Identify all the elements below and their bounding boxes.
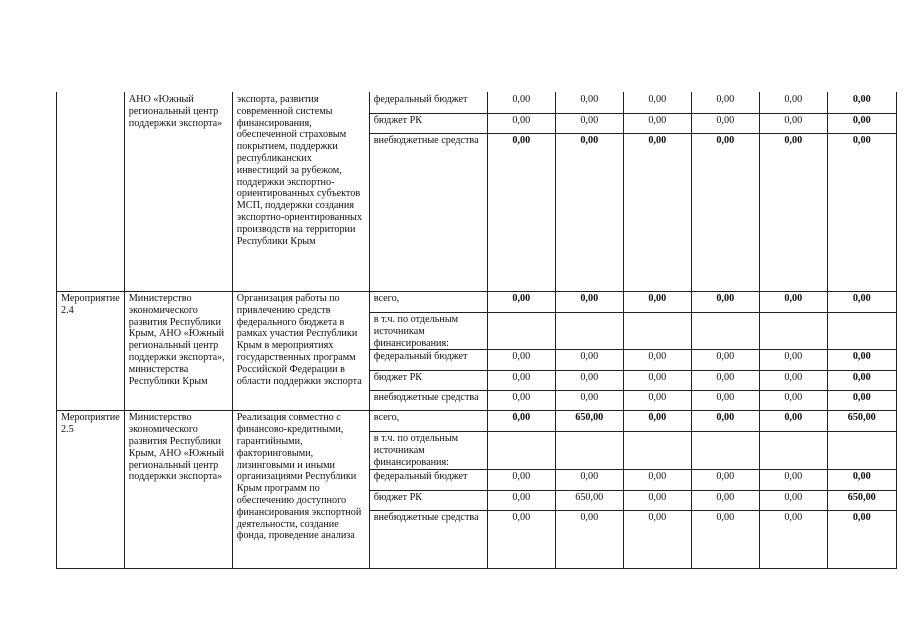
amount-cell: 0,00 xyxy=(827,134,896,292)
budget-table xyxy=(56,92,897,569)
amount-cell: 0,00 xyxy=(827,350,896,371)
table-row xyxy=(57,93,897,114)
description-cell-text: Реализация совместно с финансово-кредитными, гарантийными, факторинговыми, лизинговыми и иными организациями Республики Крым программ по обеспечению доступного финансирования экспортной деятельности, создание фонда, проведение анализа xyxy=(236,412,362,542)
amount-cell xyxy=(827,313,896,350)
amount-cell xyxy=(691,313,759,350)
amount-cell: 650,00 xyxy=(555,490,623,510)
description-cell xyxy=(232,93,369,292)
amount-cell: 0,00 xyxy=(691,292,759,313)
amount-cell: 0,00 xyxy=(623,134,691,292)
amount-cell: 0,00 xyxy=(487,114,555,134)
event-cell-text: Мероприятие 2.4 xyxy=(61,293,120,316)
amount-cell: 0,00 xyxy=(623,371,691,391)
funding-source-cell: федеральный бюджет xyxy=(369,93,487,114)
amount-cell: 0,00 xyxy=(487,411,555,432)
amount-cell: 0,00 xyxy=(759,292,827,313)
event-cell-text: Мероприятие 2.5 xyxy=(61,412,120,436)
amount-cell: 0,00 xyxy=(555,134,623,292)
amount-cell: 0,00 xyxy=(827,93,896,114)
executor-cell-text: АНО «Южный региональный центр поддержки экспорта» xyxy=(128,94,223,129)
amount-cell: 0,00 xyxy=(623,411,691,432)
amount-cell: 0,00 xyxy=(827,292,896,313)
funding-source-cell: федеральный бюджет xyxy=(369,469,487,490)
amount-cell: 0,00 xyxy=(487,490,555,510)
amount-cell: 0,00 xyxy=(623,510,691,568)
amount-cell: 0,00 xyxy=(691,350,759,371)
description-cell xyxy=(232,292,369,411)
amount-cell: 0,00 xyxy=(487,93,555,114)
amount-cell: 0,00 xyxy=(691,93,759,114)
amount-cell: 0,00 xyxy=(759,490,827,510)
amount-cell: 0,00 xyxy=(623,292,691,313)
amount-cell: 0,00 xyxy=(623,469,691,490)
amount-cell xyxy=(691,432,759,469)
funding-source-cell: в т.ч. по отдельным источникам финансирования: xyxy=(369,313,487,350)
amount-cell: 0,00 xyxy=(691,469,759,490)
funding-source-cell: в т.ч. по отдельным источникам финансирования: xyxy=(369,432,487,469)
executor-cell xyxy=(124,93,232,292)
executor-cell xyxy=(124,411,232,568)
amount-cell: 0,00 xyxy=(827,371,896,391)
amount-cell: 0,00 xyxy=(487,469,555,490)
amount-cell: 0,00 xyxy=(555,350,623,371)
amount-cell xyxy=(487,313,555,350)
amount-cell: 0,00 xyxy=(623,350,691,371)
amount-cell: 0,00 xyxy=(827,391,896,411)
amount-cell xyxy=(759,313,827,350)
funding-source-cell: бюджет РК xyxy=(369,371,487,391)
amount-cell: 0,00 xyxy=(487,391,555,411)
amount-cell: 0,00 xyxy=(555,371,623,391)
amount-cell: 650,00 xyxy=(555,411,623,432)
amount-cell: 0,00 xyxy=(555,469,623,490)
amount-cell: 0,00 xyxy=(487,292,555,313)
amount-cell: 0,00 xyxy=(487,350,555,371)
amount-cell xyxy=(827,432,896,469)
event-cell xyxy=(57,292,125,411)
amount-cell: 0,00 xyxy=(487,134,555,292)
amount-cell: 0,00 xyxy=(623,391,691,411)
amount-cell: 0,00 xyxy=(759,371,827,391)
amount-cell: 0,00 xyxy=(759,391,827,411)
event-cell xyxy=(57,93,125,292)
amount-cell xyxy=(623,432,691,469)
funding-source-cell: внебюджетные средства xyxy=(369,391,487,411)
amount-cell xyxy=(623,313,691,350)
amount-cell: 0,00 xyxy=(623,93,691,114)
funding-source-cell: федеральный бюджет xyxy=(369,350,487,371)
amount-cell xyxy=(759,432,827,469)
amount-cell: 0,00 xyxy=(759,469,827,490)
amount-cell: 0,00 xyxy=(691,114,759,134)
amount-cell: 650,00 xyxy=(827,490,896,510)
funding-source-cell: внебюджетные средства xyxy=(369,134,487,292)
description-cell xyxy=(232,411,369,568)
amount-cell: 0,00 xyxy=(759,411,827,432)
amount-cell: 0,00 xyxy=(691,371,759,391)
amount-cell: 0,00 xyxy=(487,371,555,391)
table-row xyxy=(57,292,897,313)
executor-cell-text: Министерство экономического развития Республики Крым, АНО «Южный региональный центр поддержки экспорта» xyxy=(128,412,225,483)
amount-cell: 0,00 xyxy=(487,510,555,568)
amount-cell: 0,00 xyxy=(759,510,827,568)
description-cell-text: экспорта, развития современной системы финансирования, обеспеченной страховым покрытием, поддержки республиканских инвестиций за рубежом, поддержки экспортно-ориентированных субъектов МСП, поддержки создания экспортно-ориентированных производств на территории Республики Крым xyxy=(236,94,362,247)
amount-cell: 0,00 xyxy=(759,114,827,134)
amount-cell: 0,00 xyxy=(691,411,759,432)
funding-source-cell: внебюджетные средства xyxy=(369,510,487,568)
amount-cell: 0,00 xyxy=(555,292,623,313)
amount-cell: 0,00 xyxy=(555,391,623,411)
table-body xyxy=(57,93,897,569)
funding-source-cell: всего, xyxy=(369,411,487,432)
amount-cell xyxy=(555,313,623,350)
amount-cell: 0,00 xyxy=(555,114,623,134)
funding-source-cell: бюджет РК xyxy=(369,490,487,510)
executor-cell xyxy=(124,292,232,411)
table-row xyxy=(57,411,897,432)
amount-cell xyxy=(487,432,555,469)
executor-cell-text: Министерство экономического развития Республики Крым, АНО «Южный региональный центр поддержки экспорта», министерства Республики Крым xyxy=(128,293,225,387)
amount-cell: 0,00 xyxy=(691,134,759,292)
amount-cell: 0,00 xyxy=(827,510,896,568)
amount-cell: 0,00 xyxy=(759,93,827,114)
amount-cell: 0,00 xyxy=(691,490,759,510)
amount-cell: 0,00 xyxy=(555,93,623,114)
funding-source-cell: всего, xyxy=(369,292,487,313)
amount-cell: 0,00 xyxy=(555,510,623,568)
funding-source-cell: бюджет РК xyxy=(369,114,487,134)
amount-cell: 650,00 xyxy=(827,411,896,432)
amount-cell: 0,00 xyxy=(759,134,827,292)
amount-cell xyxy=(555,432,623,469)
amount-cell: 0,00 xyxy=(623,114,691,134)
amount-cell: 0,00 xyxy=(691,510,759,568)
event-cell xyxy=(57,411,125,568)
description-cell-text: Организация работы по привлечению средств федерального бюджета в рамках участия Республики Крым в мероприятиях государственных программ Российской Федерации в области поддержки экспорта xyxy=(236,293,362,387)
amount-cell: 0,00 xyxy=(623,490,691,510)
amount-cell: 0,00 xyxy=(827,469,896,490)
amount-cell: 0,00 xyxy=(691,391,759,411)
amount-cell: 0,00 xyxy=(827,114,896,134)
amount-cell: 0,00 xyxy=(759,350,827,371)
